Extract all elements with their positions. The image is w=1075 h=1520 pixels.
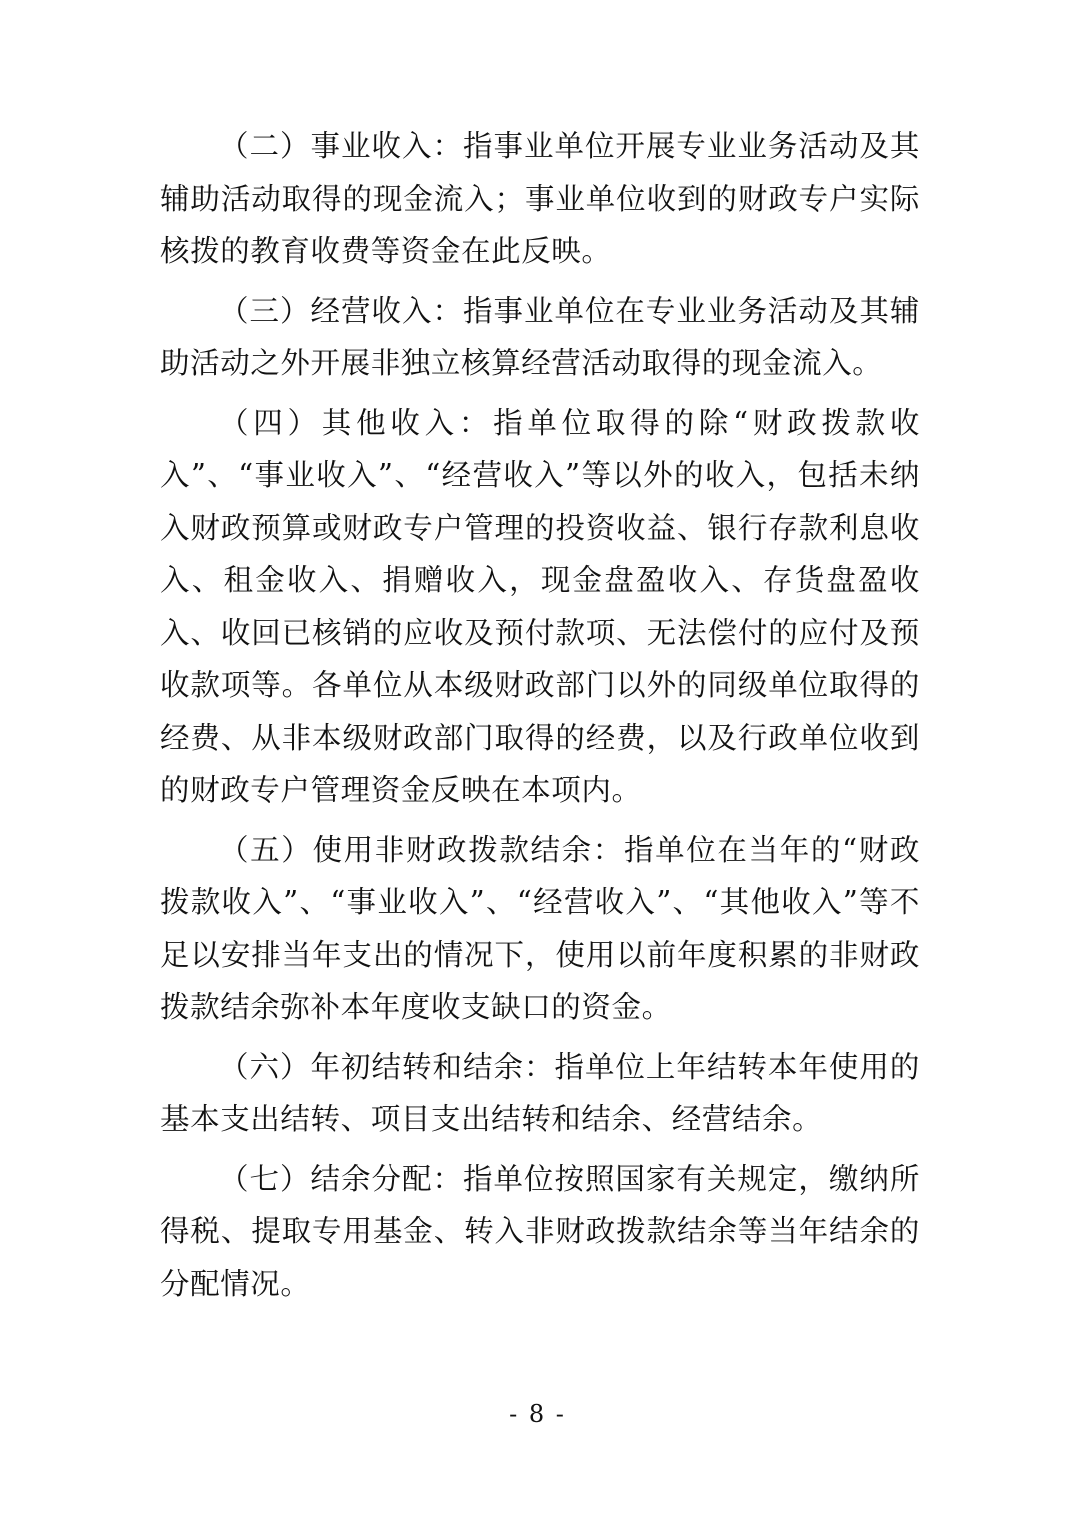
paragraph: （六）年初结转和结余：指单位上年结转本年使用的基本支出结转、项目支出结转和结余、经营结余。	[160, 1049, 920, 1136]
document-body	[160, 120, 920, 1317]
paragraph: （四）其他收入：指单位取得的除“财政拨款收入”、“事业收入”、“经营收入”等以外的收入，包括未纳入财政预算或财政专户管理的投资收益、银行存款利息收入、租金收入、捐赠收入，现金盘盈收入、存货盘盈收入、收回已核销的应收及预付款项、无法偿付的应付及预收款项等。各单位从本级财政部门以外的同级单位取得的经费、从非本级财政部门取得的经费，以及行政单位收到的财政专户管理资金反映在本项内。	[160, 405, 920, 807]
paragraph: （二）事业收入：指事业单位开展专业业务活动及其辅助活动取得的现金流入；事业单位收到的财政专户实际核拨的教育收费等资金在此反映。	[160, 129, 920, 268]
paragraph: （五）使用非财政拨款结余：指单位在当年的“财政拨款收入”、“事业收入”、“经营收入”、“其他收入”等不足以安排当年支出的情况下，使用以前年度积累的非财政拨款结余弥补本年度收支缺口的资金。	[160, 832, 920, 1024]
page-number: - 8 -	[509, 1400, 566, 1428]
paragraph: （三）经营收入：指事业单位在专业业务活动及其辅助活动之外开展非独立核算经营活动取得的现金流入。	[160, 293, 920, 380]
paragraph: （七）结余分配：指单位按照国家有关规定，缴纳所得税、提取专用基金、转入非财政拨款结余等当年结余的分配情况。	[160, 1161, 920, 1301]
